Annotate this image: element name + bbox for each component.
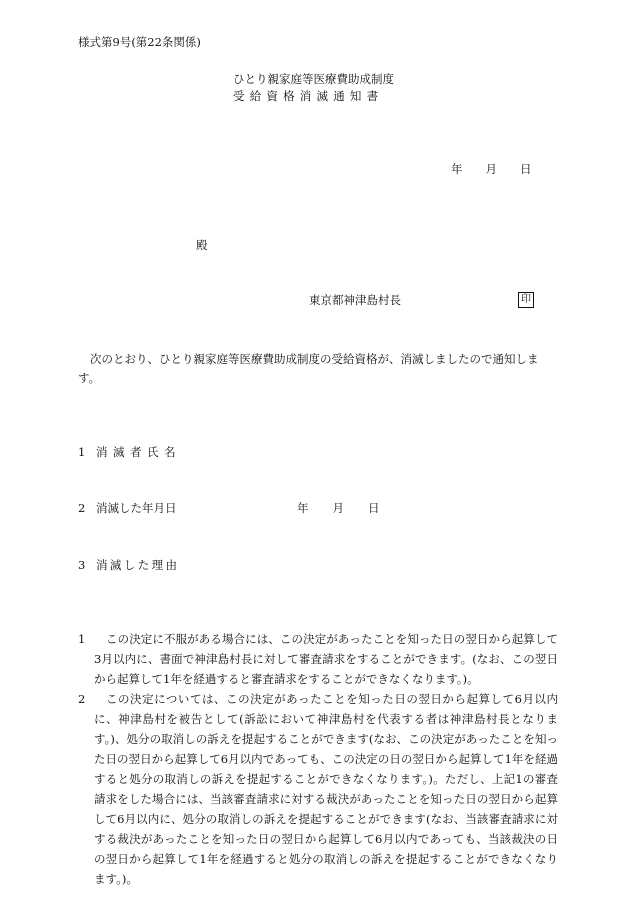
field-label: 消滅した理由: [96, 558, 180, 572]
field-label: 消滅者氏名: [96, 445, 181, 459]
note-item: [78, 629, 558, 689]
field-reason: [78, 560, 179, 572]
date-year-label: 年: [451, 162, 463, 176]
field-date: [78, 503, 177, 515]
date-day-label: 日: [520, 162, 532, 176]
note-item: [78, 689, 558, 889]
issuer-name: 東京都神津島村長: [309, 293, 401, 307]
field-number: 1: [78, 445, 86, 459]
note-text: この決定に不服がある場合には、この決定があったことを知った日の翌日から起算して3月以内に、書面で神津島村長に対して審査請求をすることができます。(なお、この翌日から起算して1年を経過すると審査請求をすることができなくなります。)。: [94, 632, 558, 686]
note-number: 2: [78, 692, 86, 706]
field-number: 2: [78, 501, 86, 515]
date-year-label: 年: [297, 501, 309, 515]
date-month-label: 月: [485, 162, 497, 176]
notes-section: [78, 629, 558, 889]
note-number: 1: [78, 632, 86, 646]
notice-date: [451, 164, 532, 176]
intro-text: 次のとおり、ひとり親家庭等医療費助成制度の受給資格が、消滅しましたので通知します。: [78, 352, 539, 385]
form-number: 様式第9号(第22条関係): [78, 35, 201, 49]
addressee-suffix: 殿: [196, 238, 208, 252]
note-text: この決定については、この決定があったことを知った日の翌日から起算して6月以内に、神津島村を被告として(訴訟において神津島村を代表する者は神津島村長となります。)、処分の取消しの訴えを提起することができます(なお、この決定があったことを知った日の翌日から起算して6月以内であっても、この決定の日の翌日から起算して1年を経過すると処分の取消しの訴えを提起することができなくなります。)。ただし、上記1の審査請求をした場合には、当該審査請求に対する裁決があったことを知った日の翌日から起算して6月以内に、処分の取消しの訴えを提起することができます(なお、当該審査請求に対する裁決があったことを知った日の翌日から起算して6月以内であっても、当該裁決の日の翌日から起算して1年を経過すると処分の取消しの訴えを提起することができなくなります。)。: [94, 692, 558, 886]
title-line-1: ひとり親家庭等医療費助成制度: [233, 72, 394, 86]
date-day-label: 日: [368, 501, 380, 515]
date-month-label: 月: [332, 501, 344, 515]
field-label: 消滅した年月日: [96, 501, 177, 515]
field-name: [78, 447, 181, 459]
extinction-date: [297, 503, 380, 515]
field-number: 3: [78, 558, 86, 572]
seal-mark: 印: [518, 292, 534, 308]
title-line-2: 受給資格消滅通知書: [233, 89, 384, 103]
